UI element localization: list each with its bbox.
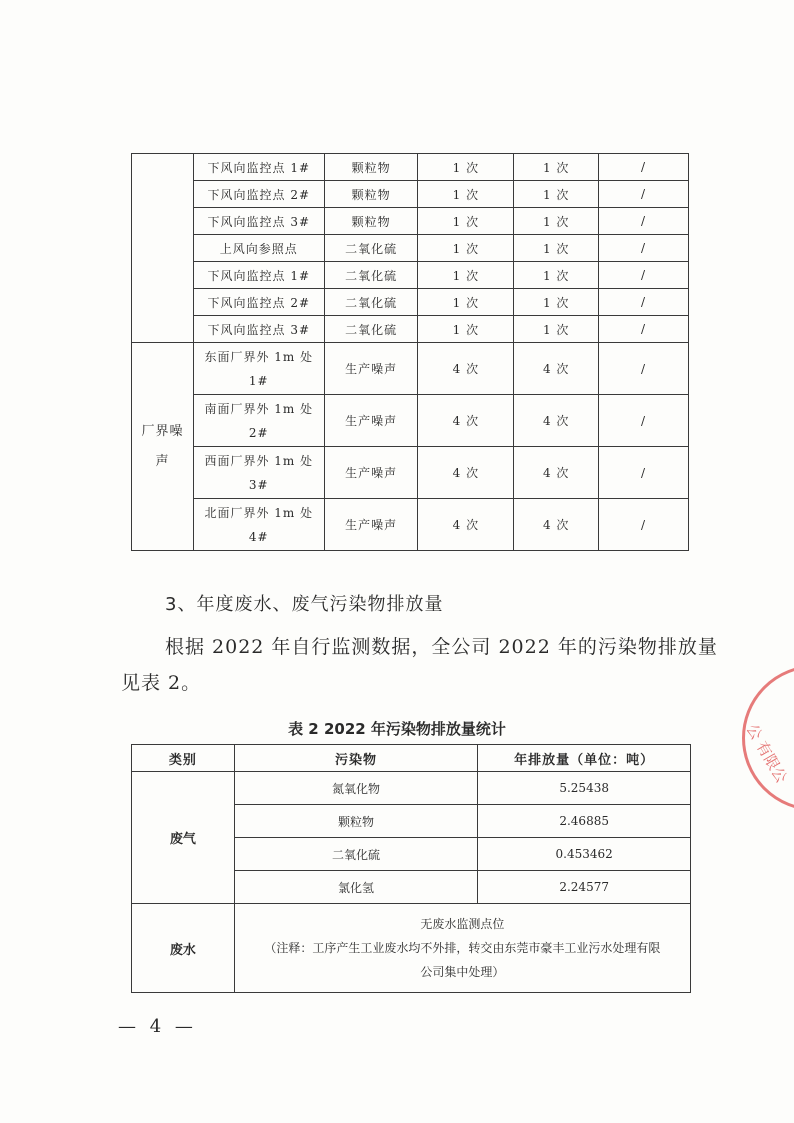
- frequency-actual: 1 次: [514, 208, 599, 235]
- monitor-point: 下风向监控点 3#: [193, 316, 324, 343]
- frequency: 1 次: [418, 262, 514, 289]
- frequency-actual: 4 次: [514, 395, 599, 447]
- table-row: [132, 289, 689, 316]
- remark: /: [599, 154, 689, 181]
- monitor-item: 颗粒物: [324, 154, 418, 181]
- frequency-actual: 1 次: [514, 235, 599, 262]
- emissions-table: [131, 744, 691, 993]
- remark: /: [599, 208, 689, 235]
- frequency: 1 次: [418, 235, 514, 262]
- page-number: — 4 —: [118, 1016, 197, 1037]
- group-label: 声: [155, 453, 170, 469]
- table-row: [132, 208, 689, 235]
- group-cell-gas: [132, 154, 194, 343]
- body-text-line: 根据 2022 年自行监测数据，全公司 2022 年的污染物排放量: [165, 636, 718, 658]
- table-row: [132, 154, 689, 181]
- monitor-item: 二氧化硫: [324, 316, 418, 343]
- monitor-item: 生产噪声: [324, 343, 418, 395]
- monitoring-table: [131, 153, 689, 551]
- header-category: 类别: [132, 745, 235, 772]
- pollutant: 氮氧化物: [234, 772, 478, 805]
- frequency: 1 次: [418, 289, 514, 316]
- amount: 2.24577: [478, 871, 691, 904]
- monitor-item: 二氧化硫: [324, 235, 418, 262]
- monitor-item: 颗粒物: [324, 181, 418, 208]
- monitor-point: 下风向监控点 3#: [193, 208, 324, 235]
- monitor-point: 上风向参照点: [193, 235, 324, 262]
- frequency: 4 次: [418, 499, 514, 551]
- table-caption: 表 2 2022 年污染物排放量统计: [288, 720, 506, 738]
- monitor-item: 二氧化硫: [324, 262, 418, 289]
- monitor-point: 西面厂界外 1m 处 3#: [193, 447, 324, 499]
- frequency-actual: 1 次: [514, 181, 599, 208]
- remark: /: [599, 395, 689, 447]
- monitor-item: 颗粒物: [324, 208, 418, 235]
- remark: /: [599, 235, 689, 262]
- frequency: 1 次: [418, 181, 514, 208]
- frequency-actual: 1 次: [514, 289, 599, 316]
- frequency: 4 次: [418, 447, 514, 499]
- monitor-point: 下风向监控点 2#: [193, 289, 324, 316]
- frequency-actual: 4 次: [514, 499, 599, 551]
- table-row: [132, 316, 689, 343]
- table-header-row: [132, 745, 691, 772]
- pollutant: 二氧化硫: [234, 838, 478, 871]
- frequency-actual: 1 次: [514, 316, 599, 343]
- frequency-actual: 4 次: [514, 343, 599, 395]
- monitor-point: 下风向监控点 2#: [193, 181, 324, 208]
- amount: 2.46885: [478, 805, 691, 838]
- frequency-actual: 4 次: [514, 447, 599, 499]
- frequency: 1 次: [418, 208, 514, 235]
- category-water: 废水: [132, 904, 235, 993]
- monitor-point: 北面厂界外 1m 处 4#: [193, 499, 324, 551]
- remark: /: [599, 499, 689, 551]
- frequency: 4 次: [418, 343, 514, 395]
- table-row: [132, 262, 689, 289]
- table-row: [132, 772, 691, 805]
- group-cell-noise: [132, 343, 194, 551]
- remark: /: [599, 289, 689, 316]
- table-row: [132, 235, 689, 262]
- frequency: 1 次: [418, 154, 514, 181]
- monitor-point: 下风向监控点 1#: [193, 262, 324, 289]
- table-row: [132, 343, 689, 395]
- frequency: 4 次: [418, 395, 514, 447]
- frequency-actual: 1 次: [514, 262, 599, 289]
- seal-text: 公 有限公: [742, 721, 791, 787]
- frequency: 1 次: [418, 316, 514, 343]
- table-row: [132, 499, 689, 551]
- remark: /: [599, 343, 689, 395]
- water-note: 无废水监测点位 （注释：工序产生工业废水均不外排，转交由东莞市豪丰工业污水处理有限 公司集中处理）: [234, 904, 690, 993]
- table-row: [132, 904, 691, 993]
- table-row: [132, 181, 689, 208]
- category-gas: 废气: [132, 772, 235, 904]
- group-label: 厂界噪: [141, 423, 184, 439]
- table-row: [132, 447, 689, 499]
- frequency-actual: 1 次: [514, 154, 599, 181]
- body-text-line: 见表 2。: [121, 672, 202, 694]
- section-heading: 3、年度废水、废气污染物排放量: [165, 594, 444, 615]
- monitor-point: 南面厂界外 1m 处 2#: [193, 395, 324, 447]
- table-row: [132, 395, 689, 447]
- remark: /: [599, 316, 689, 343]
- monitor-item: 生产噪声: [324, 499, 418, 551]
- monitor-point: 东面厂界外 1m 处 1#: [193, 343, 324, 395]
- pollutant: 氯化氢: [234, 871, 478, 904]
- header-pollutant: 污染物: [234, 745, 478, 772]
- amount: 0.453462: [478, 838, 691, 871]
- monitor-item: 生产噪声: [324, 447, 418, 499]
- remark: /: [599, 181, 689, 208]
- pollutant: 颗粒物: [234, 805, 478, 838]
- header-amount: 年排放量（单位：吨）: [478, 745, 691, 772]
- remark: /: [599, 447, 689, 499]
- monitor-item: 二氧化硫: [324, 289, 418, 316]
- amount: 5.25438: [478, 772, 691, 805]
- remark: /: [599, 262, 689, 289]
- monitor-item: 生产噪声: [324, 395, 418, 447]
- monitor-point: 下风向监控点 1#: [193, 154, 324, 181]
